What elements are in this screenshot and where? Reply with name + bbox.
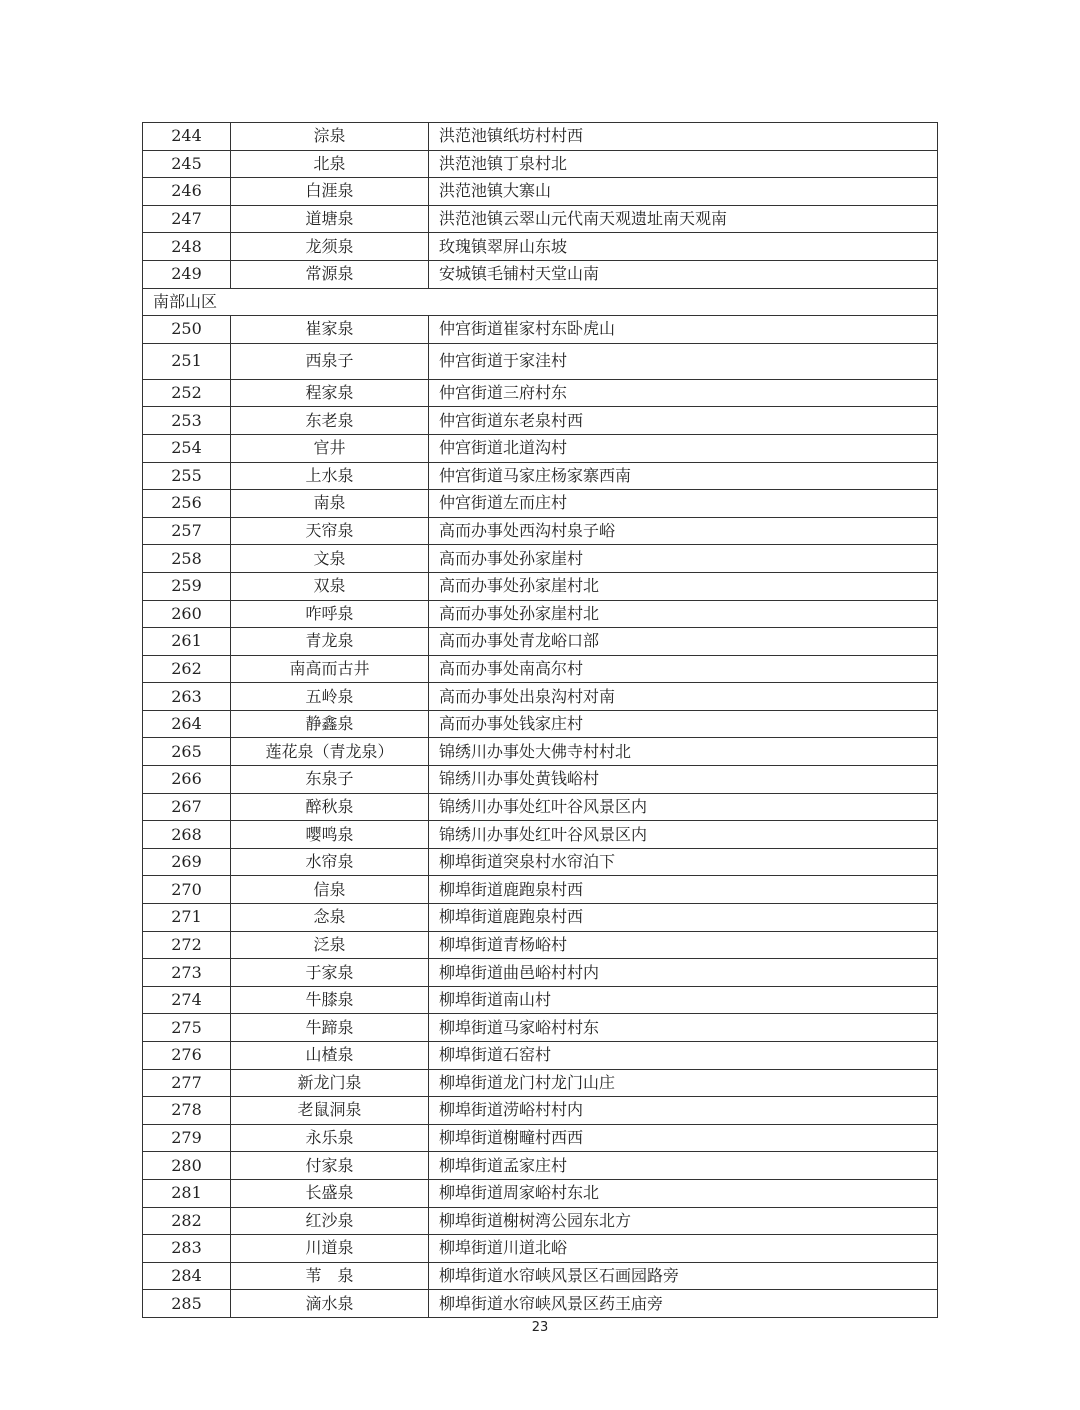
table-row	[143, 1014, 938, 1042]
cell-number: 266	[143, 766, 231, 794]
table-row	[143, 205, 938, 233]
cell-spring-name: 付家泉	[231, 1152, 429, 1180]
cell-number: 251	[143, 343, 231, 379]
table-row	[143, 233, 938, 261]
cell-spring-name: 南高而古井	[231, 655, 429, 683]
cell-spring-name: 淙泉	[231, 123, 429, 151]
cell-location: 洪范池镇云翠山元代南天观遗址南天观南	[429, 205, 938, 233]
table-row	[143, 766, 938, 794]
cell-spring-name: 崔家泉	[231, 316, 429, 344]
table-row	[143, 490, 938, 518]
cell-location: 锦绣川办事处大佛寺村村北	[429, 738, 938, 766]
cell-number: 245	[143, 150, 231, 178]
cell-number: 254	[143, 434, 231, 462]
cell-location: 高而办事处西沟村泉子峪	[429, 517, 938, 545]
cell-location: 仲宫街道东老泉村西	[429, 407, 938, 435]
cell-number: 255	[143, 462, 231, 490]
cell-spring-name: 北泉	[231, 150, 429, 178]
cell-location: 锦绣川办事处黄钱峪村	[429, 766, 938, 794]
cell-number: 264	[143, 710, 231, 738]
cell-spring-name: 红沙泉	[231, 1207, 429, 1235]
table-row	[143, 821, 938, 849]
cell-location: 仲宫街道于家洼村	[429, 343, 938, 379]
table-row	[143, 683, 938, 711]
page-number: 23	[531, 1320, 549, 1335]
table-row	[143, 1069, 938, 1097]
cell-location: 柳埠街道曲邑峪村村内	[429, 959, 938, 987]
cell-number: 270	[143, 876, 231, 904]
cell-spring-name: 水帘泉	[231, 848, 429, 876]
cell-spring-name: 永乐泉	[231, 1124, 429, 1152]
cell-location: 锦绣川办事处红叶谷风景区内	[429, 793, 938, 821]
table-row	[143, 123, 938, 151]
table-row	[143, 876, 938, 904]
table-row	[143, 1207, 938, 1235]
table-row	[143, 986, 938, 1014]
cell-location: 洪范池镇大寨山	[429, 178, 938, 206]
springs-table	[142, 122, 938, 1318]
table-row	[143, 1097, 938, 1125]
cell-spring-name: 念泉	[231, 904, 429, 932]
cell-location: 柳埠街道鹿跑泉村西	[429, 876, 938, 904]
cell-location: 高而办事处钱家庄村	[429, 710, 938, 738]
cell-number: 260	[143, 600, 231, 628]
cell-spring-name: 上水泉	[231, 462, 429, 490]
cell-number: 249	[143, 260, 231, 288]
table-row	[143, 710, 938, 738]
cell-location: 柳埠街道榭疃村西西	[429, 1124, 938, 1152]
cell-location: 高而办事处孙家崖村	[429, 545, 938, 573]
cell-spring-name: 咋呼泉	[231, 600, 429, 628]
cell-location: 仲宫街道崔家村东卧虎山	[429, 316, 938, 344]
table-row	[143, 904, 938, 932]
cell-spring-name: 东泉子	[231, 766, 429, 794]
cell-number: 285	[143, 1290, 231, 1318]
cell-location: 柳埠街道水帘峡风景区石画园路旁	[429, 1262, 938, 1290]
table-row	[143, 343, 938, 379]
cell-location: 柳埠街道南山村	[429, 986, 938, 1014]
cell-spring-name: 醉秋泉	[231, 793, 429, 821]
cell-spring-name: 苇 泉	[231, 1262, 429, 1290]
cell-spring-name: 老鼠洞泉	[231, 1097, 429, 1125]
table-row	[143, 931, 938, 959]
cell-number: 282	[143, 1207, 231, 1235]
cell-number: 280	[143, 1152, 231, 1180]
cell-number: 261	[143, 628, 231, 656]
cell-location: 洪范池镇丁泉村北	[429, 150, 938, 178]
table-row	[143, 600, 938, 628]
table-row	[143, 1152, 938, 1180]
cell-location: 玫瑰镇翠屏山东坡	[429, 233, 938, 261]
cell-spring-name: 长盛泉	[231, 1179, 429, 1207]
cell-spring-name: 西泉子	[231, 343, 429, 379]
cell-spring-name: 五岭泉	[231, 683, 429, 711]
cell-number: 256	[143, 490, 231, 518]
cell-number: 252	[143, 379, 231, 407]
cell-location: 高而办事处南高尔村	[429, 655, 938, 683]
cell-number: 259	[143, 572, 231, 600]
cell-location: 高而办事处孙家崖村北	[429, 600, 938, 628]
cell-number: 267	[143, 793, 231, 821]
table-row	[143, 572, 938, 600]
table-row	[143, 150, 938, 178]
table-row	[143, 462, 938, 490]
cell-spring-name: 南泉	[231, 490, 429, 518]
cell-location: 柳埠街道周家峪村东北	[429, 1179, 938, 1207]
cell-location: 仲宫街道左而庄村	[429, 490, 938, 518]
cell-number: 265	[143, 738, 231, 766]
cell-spring-name: 青龙泉	[231, 628, 429, 656]
cell-number: 271	[143, 904, 231, 932]
cell-location: 高而办事处孙家崖村北	[429, 572, 938, 600]
cell-number: 272	[143, 931, 231, 959]
cell-number: 273	[143, 959, 231, 987]
cell-location: 柳埠街道龙门村龙门山庄	[429, 1069, 938, 1097]
cell-number: 269	[143, 848, 231, 876]
cell-spring-name: 牛蹄泉	[231, 1014, 429, 1042]
cell-spring-name: 川道泉	[231, 1235, 429, 1263]
cell-spring-name: 双泉	[231, 572, 429, 600]
cell-location: 柳埠街道马家峪村村东	[429, 1014, 938, 1042]
cell-location: 柳埠街道突泉村水帘泊下	[429, 848, 938, 876]
cell-location: 柳埠街道涝峪村村内	[429, 1097, 938, 1125]
cell-spring-name: 天帘泉	[231, 517, 429, 545]
cell-number: 279	[143, 1124, 231, 1152]
cell-location: 锦绣川办事处红叶谷风景区内	[429, 821, 938, 849]
cell-spring-name: 龙须泉	[231, 233, 429, 261]
cell-number: 283	[143, 1235, 231, 1263]
cell-location: 柳埠街道川道北峪	[429, 1235, 938, 1263]
table-row	[143, 1179, 938, 1207]
table-row	[143, 407, 938, 435]
cell-number: 274	[143, 986, 231, 1014]
cell-location: 柳埠街道鹿跑泉村西	[429, 904, 938, 932]
table-row	[143, 379, 938, 407]
cell-location: 仲宫街道北道沟村	[429, 434, 938, 462]
table-row	[143, 178, 938, 206]
cell-location: 柳埠街道石窑村	[429, 1042, 938, 1070]
cell-spring-name: 官井	[231, 434, 429, 462]
cell-spring-name: 莲花泉（青龙泉）	[231, 738, 429, 766]
table-row	[143, 517, 938, 545]
table-row	[143, 434, 938, 462]
cell-spring-name: 于家泉	[231, 959, 429, 987]
cell-location: 洪范池镇纸坊村村西	[429, 123, 938, 151]
cell-location: 柳埠街道水帘峡风景区药王庙旁	[429, 1290, 938, 1318]
table-row	[143, 1290, 938, 1318]
cell-location: 柳埠街道榭树湾公园东北方	[429, 1207, 938, 1235]
table-row	[143, 793, 938, 821]
cell-spring-name: 文泉	[231, 545, 429, 573]
table-row	[143, 655, 938, 683]
table-row	[143, 628, 938, 656]
table-row	[143, 959, 938, 987]
cell-number: 262	[143, 655, 231, 683]
cell-spring-name: 嘤鸣泉	[231, 821, 429, 849]
cell-spring-name: 新龙门泉	[231, 1069, 429, 1097]
table-row	[143, 1262, 938, 1290]
cell-location: 仲宫街道马家庄杨家寨西南	[429, 462, 938, 490]
cell-spring-name: 山楂泉	[231, 1042, 429, 1070]
table-row	[143, 260, 938, 288]
cell-number: 281	[143, 1179, 231, 1207]
cell-spring-name: 信泉	[231, 876, 429, 904]
cell-number: 253	[143, 407, 231, 435]
table-row	[143, 545, 938, 573]
table-row	[143, 1235, 938, 1263]
cell-spring-name: 常源泉	[231, 260, 429, 288]
table-row	[143, 1124, 938, 1152]
cell-spring-name: 静鑫泉	[231, 710, 429, 738]
table-row	[143, 1042, 938, 1070]
cell-spring-name: 泛泉	[231, 931, 429, 959]
cell-spring-name: 滴水泉	[231, 1290, 429, 1318]
cell-location: 高而办事处出泉沟村对南	[429, 683, 938, 711]
cell-spring-name: 道塘泉	[231, 205, 429, 233]
cell-number: 276	[143, 1042, 231, 1070]
cell-spring-name: 白涯泉	[231, 178, 429, 206]
cell-number: 247	[143, 205, 231, 233]
table-row	[143, 848, 938, 876]
cell-spring-name: 东老泉	[231, 407, 429, 435]
section-label: 南部山区	[143, 288, 938, 316]
table-row	[143, 738, 938, 766]
cell-number: 275	[143, 1014, 231, 1042]
cell-location: 柳埠街道孟家庄村	[429, 1152, 938, 1180]
cell-number: 246	[143, 178, 231, 206]
cell-spring-name: 程家泉	[231, 379, 429, 407]
cell-location: 高而办事处青龙峪口部	[429, 628, 938, 656]
cell-number: 277	[143, 1069, 231, 1097]
cell-number: 258	[143, 545, 231, 573]
cell-number: 263	[143, 683, 231, 711]
cell-number: 250	[143, 316, 231, 344]
cell-number: 284	[143, 1262, 231, 1290]
section-row	[143, 288, 938, 316]
cell-number: 248	[143, 233, 231, 261]
cell-number: 257	[143, 517, 231, 545]
cell-location: 安城镇毛铺村天堂山南	[429, 260, 938, 288]
cell-number: 278	[143, 1097, 231, 1125]
cell-number: 244	[143, 123, 231, 151]
table-row	[143, 316, 938, 344]
cell-location: 柳埠街道青杨峪村	[429, 931, 938, 959]
cell-number: 268	[143, 821, 231, 849]
cell-location: 仲宫街道三府村东	[429, 379, 938, 407]
cell-spring-name: 牛膝泉	[231, 986, 429, 1014]
